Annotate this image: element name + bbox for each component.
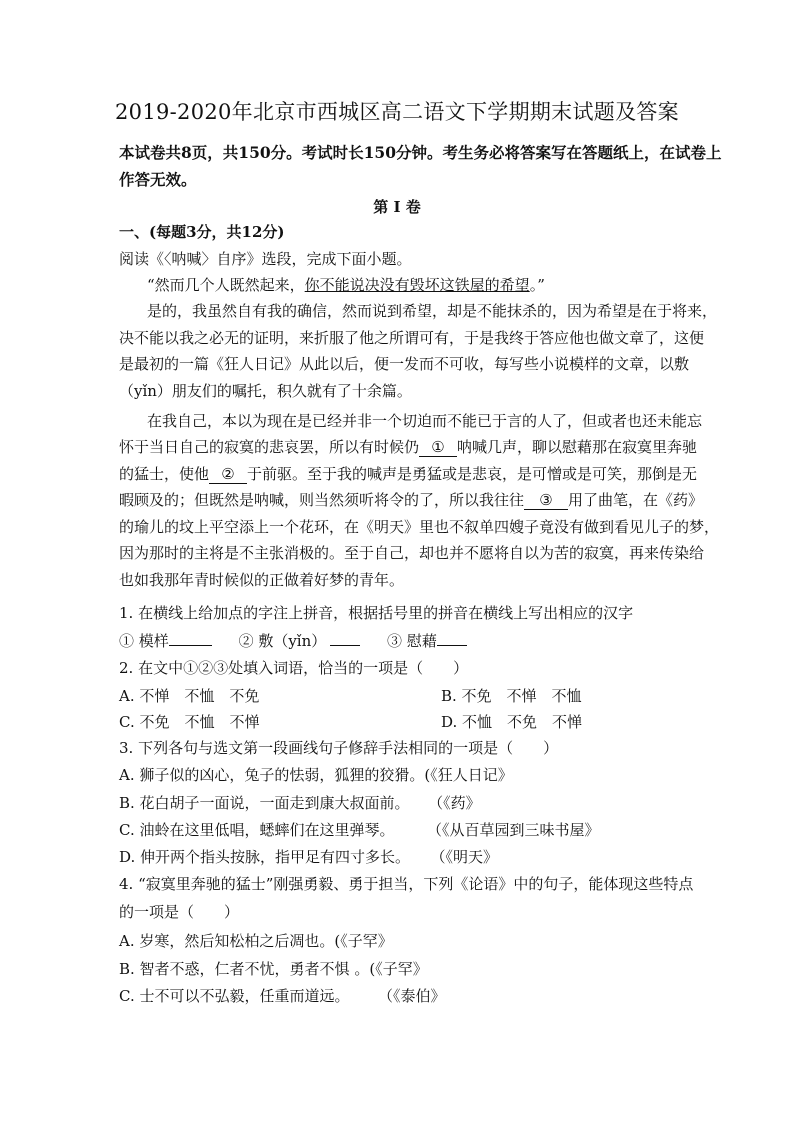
option-source: （《明天》 xyxy=(438,848,499,866)
option-source: (《子罕》 xyxy=(334,932,393,950)
passage-line: 的瑜儿的坟上平空添上一个花环，在《明天》里也不叙单四嫂子竟没有做到看见儿子的梦， xyxy=(119,518,720,536)
passage-line xyxy=(119,437,697,457)
blank-3: ③ xyxy=(524,492,568,510)
exam-notice: 本试卷共8页，共150分。考试时长150分钟。考生务必将答案写在答题纸上，在试卷上 xyxy=(119,143,722,162)
passage-line xyxy=(119,490,703,510)
option-a[interactable] xyxy=(119,765,513,785)
exam-notice: 作答无效。 xyxy=(119,170,197,189)
passage-line: 决不能以我之必无的证明，来折服了他之所谓可有，于是我终于答应他也做文章了，这便 xyxy=(119,329,705,347)
option-text: B. 智者不惑，仁者不忧，勇者不惧 。 xyxy=(119,960,370,978)
option-text: B. 花白胡子一面说，一面走到康大叔面前。 xyxy=(119,794,410,812)
question-1-items xyxy=(119,631,467,651)
question-4-stem: 的一项是（ ） xyxy=(119,903,240,921)
option-source: （《从百草园到三味书屋》 xyxy=(434,821,600,839)
passage-text: 的猛士，使他 xyxy=(119,465,210,483)
option-a[interactable] xyxy=(119,931,393,951)
passage-line xyxy=(119,464,697,484)
document-title: 2019-2020年北京市西城区高二语文下学期期末试题及答案 xyxy=(115,100,679,124)
blank-2: ② xyxy=(209,466,247,484)
section-heading: 第 I 卷 xyxy=(373,198,421,216)
option-b[interactable] xyxy=(119,959,428,979)
passage-text: 呐喊几声，聊以慰藉那在寂寞里奔驰 xyxy=(457,438,698,456)
q2-options-row xyxy=(119,712,679,732)
underlined-sentence: 你不能说决没有毁坏这铁屋的希望 xyxy=(304,276,530,294)
passage-line: 是最初的一篇《狂人日记》从此以后，便一发而不可收，每写些小说模样的文章，以敷 xyxy=(119,355,690,373)
question-2-stem: 2. 在文中①②③处填入词语，恰当的一项是（ ） xyxy=(119,659,469,677)
passage-line: 也如我那年青时候似的正做着好梦的青年。 xyxy=(119,571,405,589)
part-heading: 一、(每题3分，共12分) xyxy=(119,223,285,241)
option-source: (《子罕》 xyxy=(369,960,428,978)
option-a[interactable]: A. 不惮 不恤 不免 xyxy=(119,687,260,705)
option-d[interactable] xyxy=(119,847,498,867)
quote-text: 。” xyxy=(529,276,545,294)
option-source: （《药》 xyxy=(435,794,481,812)
question-3-stem: 3. 下列各句与选文第一段画线句子修辞手法相同的一项是（ ） xyxy=(119,739,559,757)
passage-text: 用了曲笔，在《药》 xyxy=(568,491,704,509)
option-text: C. 油蛉在这里低唱，蟋蟀们在这里弹琴。 xyxy=(119,821,395,839)
option-c[interactable] xyxy=(119,986,446,1006)
passage-line: 是的，我虽然自有我的确信，然而说到希望，却是不能抹杀的，因为希望是在于将来， xyxy=(147,302,718,320)
question-4-stem: 4. “寂寞里奔驰的猛士”刚强勇毅、勇于担当，下列《论语》中的句子，能体现这些特点 xyxy=(119,875,694,893)
option-source: (《狂人日记》 xyxy=(424,766,513,784)
answer-blank[interactable] xyxy=(437,645,467,646)
passage-line: （yǐn）朋友们的嘱托，积久就有了十余篇。 xyxy=(119,382,412,400)
quote-text: “然而几个人既然起来， xyxy=(147,276,305,294)
q1-item: ① 模样 xyxy=(119,632,169,650)
option-d[interactable]: D. 不恤 不免 不惮 xyxy=(441,713,583,731)
quote-line xyxy=(147,275,545,295)
option-source: （《泰伯》 xyxy=(385,987,446,1005)
option-text: A. 岁寒，然后知松柏之后凋也。 xyxy=(119,932,335,950)
q2-options-row xyxy=(119,686,679,706)
option-text: C. 士不可以不弘毅，任重而道远。 xyxy=(119,987,350,1005)
passage-line: 因为那时的主将是不主张消极的。至于自己，却也并不愿将自以为苦的寂寞，再来传染给 xyxy=(119,544,705,562)
option-b[interactable]: B. 不免 不惮 不恤 xyxy=(441,687,582,705)
option-b[interactable] xyxy=(119,793,481,813)
option-text: A. 狮子似的凶心，兔子的怯弱，狐狸的狡猾。 xyxy=(119,766,425,784)
blank-1: ① xyxy=(419,439,457,457)
q1-item: ③ 慰藉 xyxy=(387,632,437,650)
answer-blank[interactable] xyxy=(169,645,212,646)
option-c[interactable] xyxy=(119,820,600,840)
passage-text: 暇顾及的；但既然是呐喊，则当然须听将令的了，所以我往往 xyxy=(119,491,525,509)
answer-blank[interactable] xyxy=(330,645,360,646)
passage-text: 怀于当日自己的寂寞的悲哀罢，所以有时候仍 xyxy=(119,438,420,456)
option-text: D. 伸开两个指头按脉，指甲足有四寸多长。 xyxy=(119,848,411,866)
passage-line: 在我自己，本以为现在是已经并非一个切迫而不能已于言的人了，但或者也还未能忘 xyxy=(147,412,703,430)
option-c[interactable]: C. 不免 不恤 不惮 xyxy=(119,713,260,731)
q1-item: ② 敷（yǐn） xyxy=(238,632,327,650)
reading-instruction: 阅读《〈呐喊〉自序》选段，完成下面小题。 xyxy=(119,250,412,268)
passage-text: 于前驱。至于我的喊声是勇猛或是悲哀，是可憎或是可笑，那倒是无 xyxy=(247,465,698,483)
question-1-stem: 1. 在横线上给加点的字注上拼音，根据括号里的拼音在横线上写出相应的汉字 xyxy=(119,604,634,622)
